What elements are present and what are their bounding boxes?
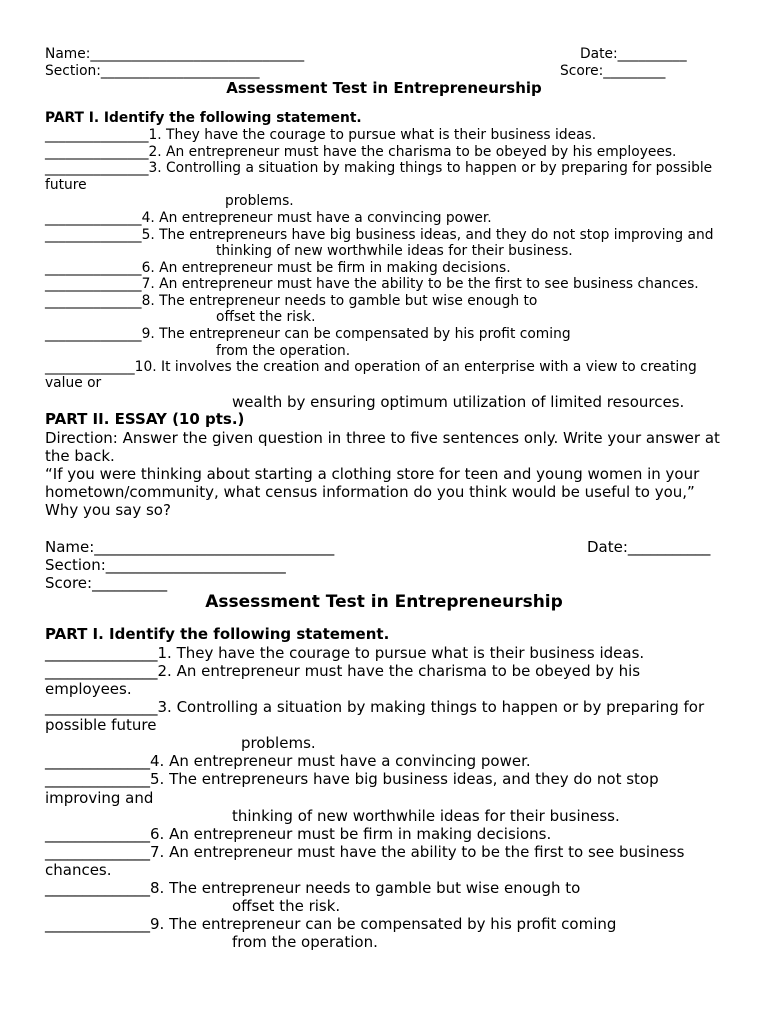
question-item: ______________4. An entrepreneur must have a convincing power.: [45, 752, 531, 770]
document-title: Assessment Test in Entrepreneurship: [205, 592, 563, 612]
question-item: ______________7. An entrepreneur must have the ability to be the first to see business: [45, 843, 685, 861]
section-field: Section:_______________________: [45, 63, 260, 79]
score-field: Score:__________: [45, 574, 168, 592]
question-item-continuation: from the operation.: [232, 933, 378, 951]
question-item: ______________5. The entrepreneurs have big business ideas, and they do not stop improving and: [45, 227, 714, 243]
question-item: _______________1. They have the courage to pursue what is their business ideas.: [45, 127, 597, 143]
question-item-continuation: problems.: [225, 193, 294, 209]
document-title: Assessment Test in Entrepreneurship: [226, 79, 542, 97]
question-item-continuation: offset the risk.: [216, 309, 316, 325]
question-item: _______________1. They have the courage to pursue what is their business ideas.: [45, 644, 645, 662]
part1-heading: PART I. Identify the following statement.: [45, 110, 362, 126]
essay-question: “If you were thinking about starting a clothing store for teen and young women in your: [45, 465, 700, 483]
question-item-wrap: possible future: [45, 716, 157, 734]
essay-question: Why you say so?: [45, 501, 171, 519]
question-item-continuation: thinking of new worthwhile ideas for their business.: [232, 807, 620, 825]
question-item-continuation: thinking of new worthwhile ideas for their business.: [216, 243, 573, 259]
score-field: Score:_________: [560, 63, 666, 79]
question-item: ______________6. An entrepreneur must be firm in making decisions.: [45, 260, 511, 276]
question-item: ______________8. The entrepreneur needs to gamble but wise enough to: [45, 879, 581, 897]
date-field: Date:__________: [580, 46, 687, 62]
question-item-wrap: future: [45, 177, 87, 193]
question-item-wrap: employees.: [45, 680, 132, 698]
part2-heading: PART II. ESSAY (10 pts.): [45, 410, 245, 428]
essay-direction: the back.: [45, 447, 115, 465]
question-item: _______________2. An entrepreneur must have the charisma to be obeyed by his: [45, 662, 641, 680]
name-field: Name:_______________________________: [45, 46, 305, 62]
question-item: _______________3. Controlling a situation by making things to happen or by preparing for: [45, 698, 705, 716]
question-item-continuation: from the operation.: [216, 343, 351, 359]
question-item-wrap: improving and: [45, 789, 154, 807]
question-item: _______________2. An entrepreneur must have the charisma to be obeyed by his employees.: [45, 144, 677, 160]
question-item: _______________3. Controlling a situation by making things to happen or by preparing for possible: [45, 160, 713, 176]
question-item-wrap: value or: [45, 375, 102, 391]
question-item-continuation: problems.: [241, 734, 316, 752]
question-item-continuation: offset the risk.: [232, 897, 341, 915]
essay-question: hometown/community, what census information do you think would be useful to you,”: [45, 483, 695, 501]
question-item: ______________9. The entrepreneur can be compensated by his profit coming: [45, 326, 571, 342]
question-item: ______________4. An entrepreneur must have a convincing power.: [45, 210, 492, 226]
question-item-wrap: chances.: [45, 861, 112, 879]
question-item-continuation: wealth by ensuring optimum utilization of limited resources.: [232, 393, 685, 411]
question-item: _____________10. It involves the creation and operation of an enterprise with a view to creating: [45, 359, 697, 375]
question-item: ______________8. The entrepreneur needs to gamble but wise enough to: [45, 293, 538, 309]
question-item: ______________5. The entrepreneurs have big business ideas, and they do not stop: [45, 770, 659, 788]
section-field: Section:________________________: [45, 556, 286, 574]
question-item: ______________9. The entrepreneur can be compensated by his profit coming: [45, 915, 617, 933]
name-field: Name:________________________________: [45, 538, 335, 556]
essay-direction: Direction: Answer the given question in three to five sentences only. Write your answer at: [45, 429, 720, 447]
part1-heading: PART I. Identify the following statement.: [45, 625, 390, 643]
question-item: ______________7. An entrepreneur must have the ability to be the first to see business chances.: [45, 276, 699, 292]
date-field: Date:___________: [587, 538, 711, 556]
question-item: ______________6. An entrepreneur must be firm in making decisions.: [45, 825, 552, 843]
